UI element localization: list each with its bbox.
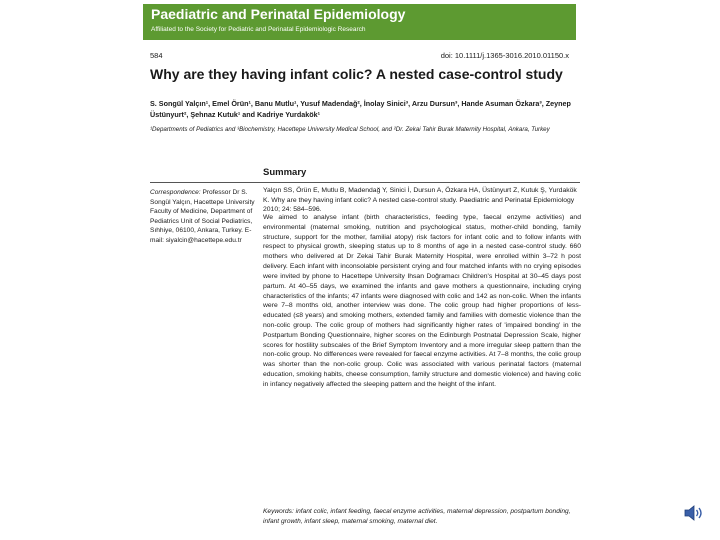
article-title: Why are they having infant colic? A nested case-control study	[150, 66, 563, 82]
affiliations: ¹Departments of Pediatrics and ³Biochemistry, Hacettepe University Medical School, and ²Dr. Zekai Tahir Burak Maternity Hospital, Ankara, Turkey	[150, 126, 550, 133]
authors: S. Songül Yalçın¹, Emel Örün¹, Banu Mutlu¹, Yusuf Madendağ², İnolay Sinici³, Arzu Dursun³, Hande Asuman Özkara³, Zeynep Üstünyurt², Şehnaz Kutuk¹ and Kadriye Yurdakök¹	[150, 99, 571, 119]
journal-affiliation: Affiliated to the Society for Pediatric and Perinatal Epidemiologic Research	[151, 26, 366, 33]
correspondence-label: Correspondence:	[150, 189, 201, 196]
summary-citation: Yalçın SS, Örün E, Mutlu B, Madendağ Y, Sinici İ, Dursun A, Özkara HA, Üstünyurt Z, Kutuk Ş, Yurdakök K. Why are they having infant colic? A nested case-control study. Paediatric and Perinatal Epidemiology 2010; 24: 584–596.	[263, 187, 577, 214]
summary-body: We aimed to analyse infant (birth characteristics, feeding type, faecal enzyme activities) and environmental (maternal smoking, nutrition and psychological status, mother-child bonding, family structure, support for the mother, familial atopy) risk factors for infant colic and to follow infants with respect to physical growth, sleeping status up to 8 months of age in a nested case-control study. 660 mothers who delivered at Dr Zekai Tahir Burak Maternity Hospital, were enrolled within 3–72 h post delivery. Each infant with inconsolable persistent crying and four matched infants with no crying episodes were invited by phone to Hacettepe University Ihsan Doğramacı Children's Hospital at 30–45 days post partum. At 40–55 days, we examined the infants and gave mothers a questionnaire, including crying characteristics of the infants; 47 infants were diagnosed with colic and 142 as non-colic. When the infants were 7–8 months old, another interview was done. The colic group had higher proportions of less-educated (≤8 years) and smoking mothers, extended family and families with domestic violence than the non-colic group. The colic group of mothers had significantly higher rates of 'impaired bonding' in the Postpartum Bonding Questionnaire, higher scores on the Edinburgh Postnatal Depression Scale, higher scores for hostility subscales of the Brief Symptom Inventory and a more irregular sleep pattern than the non-colic group. No differences were revealed for faecal enzyme activities. At 7–8 months, the colic group was shorter than the non-colic group. Colic was associated with various perinatal factors (maternal education, smoking habits, cheese consumption, family structure and domestic violence) and having colic in infancy negatively affected the sleeping pattern and the height of the infant.	[263, 214, 581, 388]
keywords: Keywords: infant colic, infant feeding, faecal enzyme activities, maternal depression, postpartum bonding, infant growth, infant sleep, maternal smoking, maternal diet.	[263, 508, 571, 525]
doi: doi: 10.1111/j.1365-3016.2010.01150.x	[440, 51, 569, 60]
page-number: 584	[150, 51, 163, 60]
correspondence	[150, 188, 255, 246]
speaker-icon[interactable]	[683, 504, 705, 522]
divider	[150, 182, 580, 183]
summary-heading: Summary	[263, 167, 307, 178]
journal-title: Paediatric and Perinatal Epidemiology	[151, 6, 406, 22]
journal-banner	[143, 4, 576, 40]
correspondence-body: Professor Dr S. Songül Yalçın, Hacettepe University Faculty of Medicine, Department of Pediatrics Unit of Social Pediatrics, Sıhhiye, 06100, Ankara, Turkey. E-mail: siyalcin@hacettepe.edu.tr	[150, 189, 255, 244]
